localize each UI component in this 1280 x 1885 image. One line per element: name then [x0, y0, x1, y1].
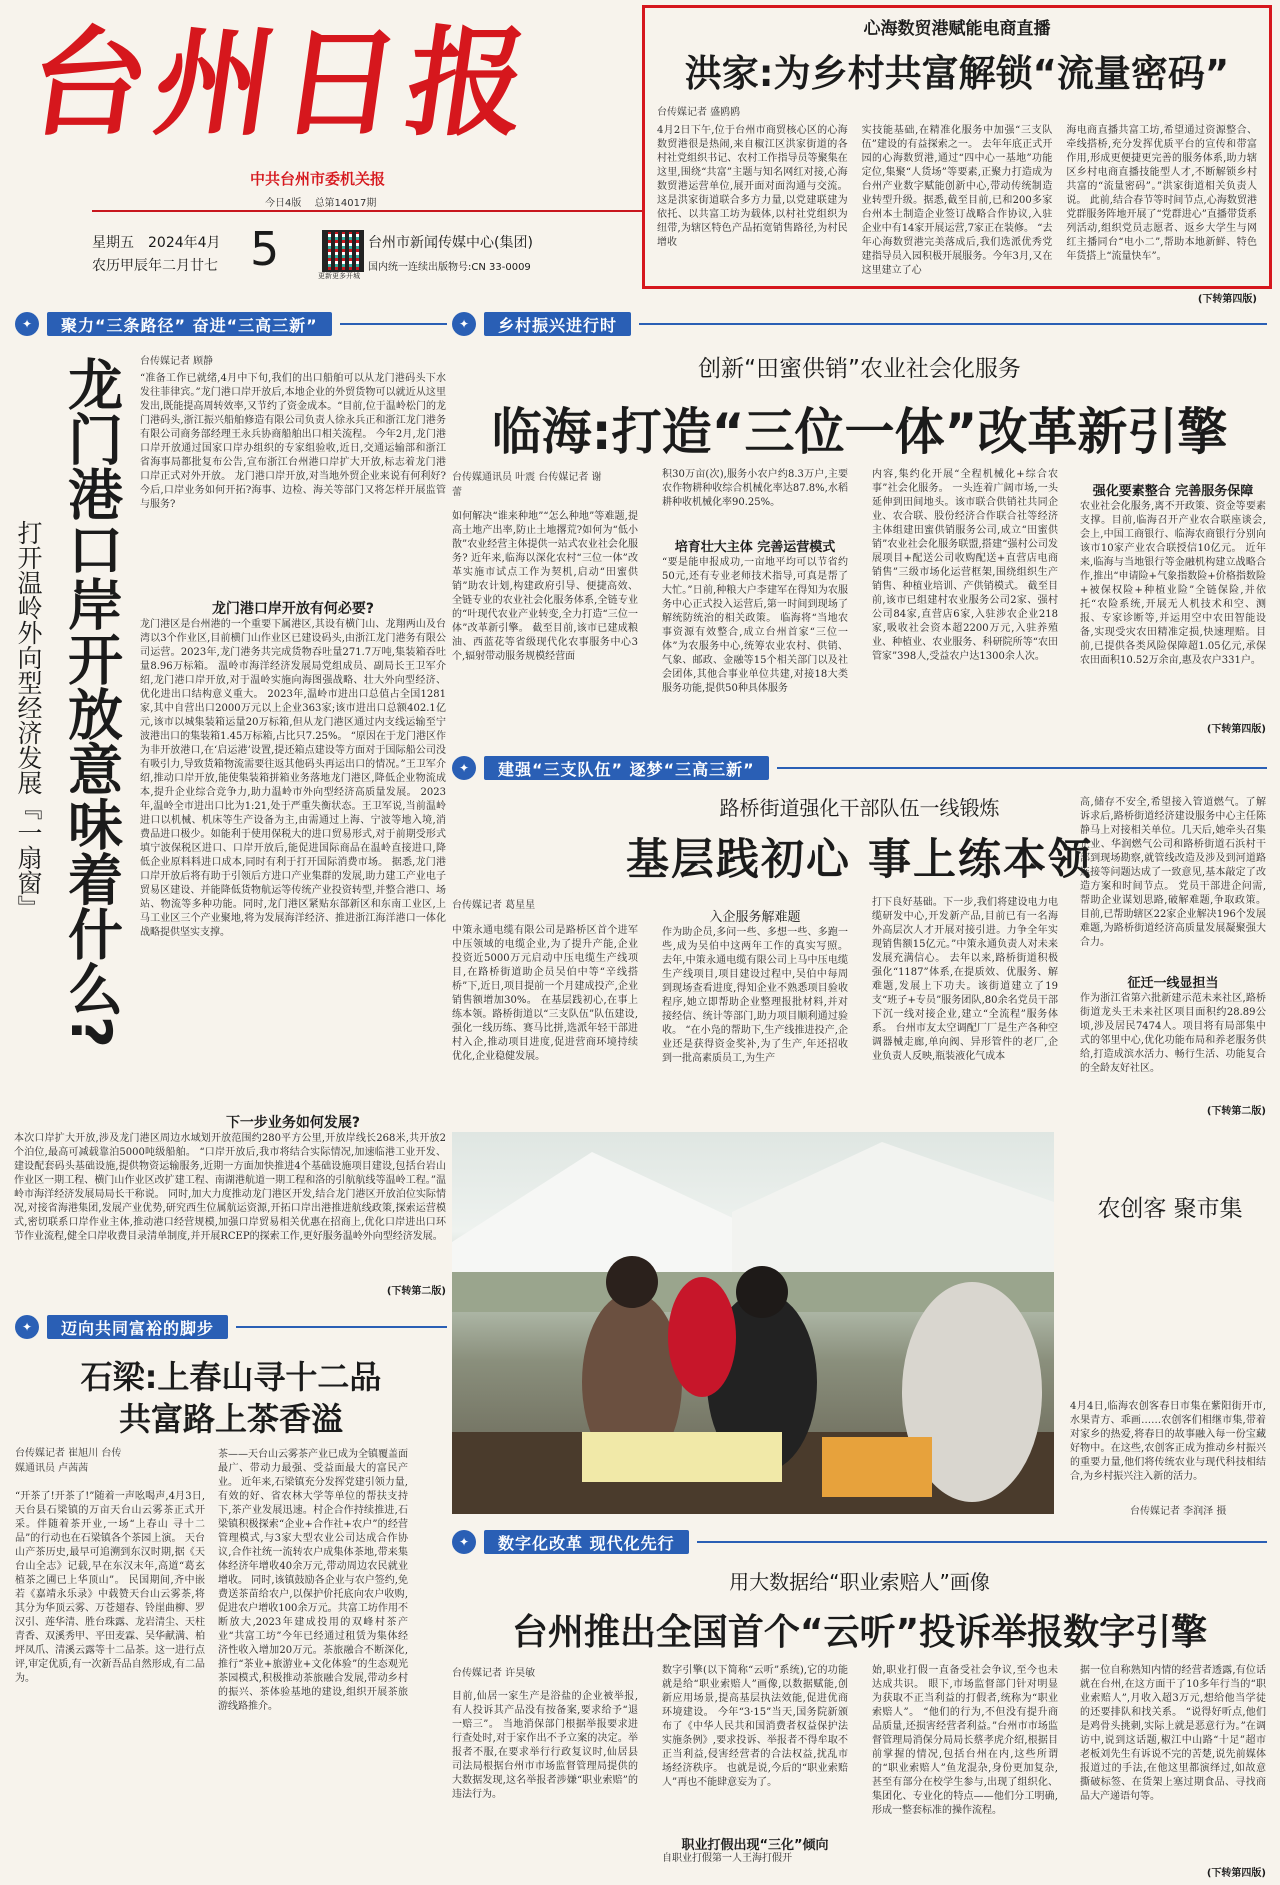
luqiao-col-4b: 作为浙江省第六批新建示范未来社区,路桥街道龙头王未来社区项目面积约28.89公顷,涉及居民7474人。项目将有局部集中式的邻里中心,优化功能布局和养老服务供给,打造成滨水活力、畅行生活、功能复合的全龄友好社区。 — [1080, 993, 1266, 1074]
taizhou-col-2: 数字引擎(以下简称“云听”系统),它的功能就是给“职业索赔人”画像,以数据赋能,创新应用场景,提高基层执法效能,促进优商环境建设。 今年“3·15”当天,国务院新颁布了《中华人民共和国消费者权益保护法实施条例》,要求投诉、举报者不得牟取不正当利益,侵害经营者的合法权益,扰乱市场经济秩序。 也就是说,今后的“职业索赔人”再也不能肆意妄为了。 — [662, 1665, 848, 1788]
linhai-byline: 台传媒通讯员 叶震 台传媒记者 谢蕾 — [452, 472, 602, 498]
left-subhead: 打开温岭外向型经济发展『一扇窗』 — [14, 520, 43, 920]
tag-label: 聚力“三条路径” 奋进“三高三新” — [47, 312, 332, 336]
shiliang-byline: 台传媒记者 崔旭川 台传媒通讯员 卢茜茜 — [15, 1448, 122, 1474]
section-tag-luqiao — [452, 756, 1267, 780]
photo-scene — [452, 1132, 1054, 1514]
linhai-headline: 临海:打造“三位一体”改革新引擎 — [491, 403, 1228, 461]
person-back — [668, 1277, 736, 1397]
issue-today: 今日4版 — [265, 198, 302, 209]
taizhou-col-3: 始,职业打假一直备受社会争议,至今也未达成共识。 眼下,市场监督部门针对明显为获取不正当利益的打假者,统称为“职业索赔人”。 “他们的行为,不但没有提升商品质量,还损害经营者利益。”台州市市场监督管理局消保分局局长蔡孝虎介绍,根据目前掌握的情况,包括台州在内,这些所谓的“职业索赔人”鱼龙混杂,身份更加复杂,甚至有部分在校学生参与,出现了组织化、集团化、专业化的特点——他们分工明确,形成一整套标准的操作流程。 — [872, 1665, 1058, 1816]
date-lunar: 农历甲辰年二月廿七 — [92, 258, 218, 274]
date-day: 5 — [250, 222, 280, 276]
lead-col-3: 海电商直播共富工坊,希望通过资源整合、牵线搭桥,充分发挥优质平台的宣传和带富作用,形成更便捷更完善的服务体系,助力辖区乡村电商直播技能型人才,不断解锁乡村共富的“流量密码”。”洪家街道相关负责人说。 此前,结合春节等时间节点,心海数贸港党群服务阵地开展了“党群进心”直播带货系列活动,组织党员志愿者、返乡大学生与网红主播同台“电小二”,帮助本地新鲜、特色年货搭上“流量快车”。 — [1066, 125, 1257, 262]
person-center-head — [736, 1266, 788, 1318]
person-left-head — [606, 1256, 658, 1308]
section-tag-shiliang — [15, 1315, 447, 1339]
lead-story[interactable] — [642, 5, 1272, 305]
linhai-continued[interactable]: (下转第四版) — [1206, 724, 1266, 735]
lead-headline: 洪家:为乡村共富解锁“流量密码” — [684, 52, 1230, 95]
taizhou-col-4: 据一位自称熟知内情的经营者透露,有位话就在台州,在这方面干了10多年行当的“职业索赔人”,月收入超3万元,想给他当学徒的还要排队和找关系。 “说得好听点,他们是鸡骨头挑刺,实际上就是恶意行为。”在调访中,说到这话题,椒江中山路“十足”超市老板刘先生有诉说不完的苦楚,说先前媒体报道过的手法,在他这里都演绎过,如故意撕破标签、在货架上塞过期食品、寻找商品大产递语句等。 — [1080, 1665, 1266, 1802]
qr-code-icon[interactable] — [322, 230, 364, 272]
lead-col-1: 4月2日下午,位于台州市商贸核心区的心海数贸港很是热闹,来自椒江区洪家街道的各村社党组织书记、农村工作指导员等聚集在这里,围绕“共富”主题与知名网红对接,心海数贸港运营单位,展开面对面沟通与交流。 这是洪家街道联合多方力量,以党建联建为依托、以共富工坊为载体,以村社党组织为纽带,为辖区特色产品拓宽销售路径,为村民增收 — [657, 125, 848, 248]
taizhou-kicker: 用大数据给“职业索赔人”画像 — [729, 1570, 990, 1594]
left-q2-body: 本次口岸扩大开放,涉及龙门港区周边水域划开放范围约280平方公里,开放岸线长268米,共开放2个泊位,最高可减载靠泊5000吨级船舶。 “口岸开放后,我市将结合实际情况,加速临港工业开发、建设配套码头基础设施,提供物资运输服务,近期一方面加快推进4个基础设施项目建设,包括台岩山作业区一期工程、横门山作业区改扩建工程、南湖港航道一期工程和洛的引航航线等温岭工程。”温岭市海洋经济发展局局长干称说。 同时,加大力度推动龙门港区开发,结合龙门港区开放泊位实际情况,对接省海港集团,发展产业优势,研究西生位属航运资源,开拓口岸出港推进航线政策,探索运营模式,密切联系口岸作业主体,推动港口经营规模,加强口岸贸易相关优惠在招商上,优化口岸进出口环节作业流程,健全口岸收费目录清单制度,并开展RCEP的探索工作,更好服务温岭外向型经济发展。 — [14, 1133, 446, 1242]
pin-icon: ✦ — [452, 756, 476, 780]
left-q1: 龙门港口岸开放有何必要? — [211, 601, 375, 617]
luqiao-headline: 基层践初心 事上练本领 — [626, 835, 1093, 885]
date-year-month: 2024年4月 — [148, 235, 221, 251]
pin-icon: ✦ — [15, 1315, 39, 1339]
lead-col-2: 实技能基础,在精准化服务中加强“三支队伍”建设的有益探索之一。 去年年底正式开园的心海数贸港,通过“四中心一基地”功能定位,集聚“人货场”等要素,正聚力打造成为台州产业数字赋能创新中心,带动传统制造业转型升级。据悉,截至目前,已和200多家台州本土制造企业签订战略合作协议,入驻企业中有14家开展运营,7家正在装修。 “去年心海数贸港完美落成后,我们选派优秀党建指导员入园积极开展服务。今年3月,又在这里建立了心 — [861, 125, 1053, 276]
linhai-col-3: 内容,集约化开展“全程机械化+综合农事”社会化服务。 一头连着广阔市场,一头延伸到田间地头。该市联合供销社共同企业、农合联、股份经济合作联合社等经济主体组建田蜜供销服务公司,成立“田蜜供销”农业社会化服务联盟,搭建“强村公司发展项目+配送公司收购配送+直营店电商销售”三级市场化运营框架,围绕组织生产销售、种植业培训、产供销模式。 截至目前,该市已组建村农业服务公司2家、强村公司84家,直营店6家,入驻涉农企业218家,吸收社会资本超2200万元,入驻养殖业、种植业、农业服务、科研院所等“农田管家”398人,受益农户达1300余人次。 — [872, 469, 1058, 662]
left-intro: “准备工作已就绪,4月中下旬,我们的出口船舶可以从龙门港码头下水发往菲律宾。”龙门港口岸开放后,本地企业的外贸货物可以就近从这里发出,既能提高周转效率,又节约了资金成本。“目前,位于温岭松门的龙门港码头,浙江振兴船舶修造有限公司负责人徐永兵正和浙江龙门港务有限公司商务部经理王永兵协商船舶出口相关流程。 今年2月,龙门港口岸开放通过国家口岸办组织的专家组验收,近日,交通运输部和浙江省海事局都批复布公告,宣布浙江台州港口岸扩大开放,标志着龙门港口岸正式对外开放。 龙门港口岸开放,对当地外贸企业来说有何利好?今后,口岸业务如何开拓?海事、边检、海关等部门又将怎样开展监管与服务? — [140, 373, 446, 510]
tent-right — [732, 1142, 1054, 1282]
taizhou-continued[interactable]: (下转第四版) — [1206, 1868, 1266, 1879]
linhai-col-1: 如何解决“谁来种地”“怎么种地”等难题,提高土地产出率,防止土地撂荒?如何为“低小散”农业经营主体提供一站式农业社会化服务? 近年来,临海以深化农村“三位一体”改革实施市试点工作为契机,启动“田蜜供销”助农计划,构建政府引导、便捷高效、全链专业的农业社会化服务体系,全链专业的“叶现代农业产业转变,全力打造“三位一体”改革新引擎。 截至目前,该市已建成粮油、西蓝花等省级现代化农事服务中心3个,辐射带动服务规模经营面 — [452, 511, 638, 662]
shiliang-headline-2: 共富路上茶香溢 — [118, 1400, 343, 1438]
shiliang-col-2: 茶——天台山云雾茶产业已成为全镇覆盖面最广、带动力最强、受益面最大的富民产业。 近年来,石梁镇充分发挥党建引领力量,有效的好、省农林大学等单位的帮扶支持下,茶产业发展迅速。村企合作持续推进,石梁镇积极探索“企业+合作社+农户”的经营管理模式,与3家大型农业公司达成合作协议,合作社统一流转农户成集体茶地,带来集体经济年增收40余万元,带动周边农民就业增收。 同时,该镇鼓励各企业与农户签约,免费送茶苗给农户,以保护价托底向农户收购,促进农户增收100余万元。共富工坊作用不断放大,2023年建成投用的双峰村茶产业“共富工坊”今年已经通过租赁为集体经济性收入增加20万元。茶旅融合不断深化,推行“茶业+旅游业+文化体验”的生态观光茶园模式,积极推动茶旅融合发展,带动乡村的振兴、茶体验基地的建设,组织开展茶旅游线路推介。 — [218, 1449, 408, 1712]
luqiao-col-1: 中策永通电缆有限公司是路桥区首个进军中压领域的电缆企业,为了提升产能,企业投资近5000万元启动中压电缆生产线项目,在路桥街道助企员吴伯中等“辛线搭桥”下,近日,项目提前一个月建成投产,企业销售额增加30%。 在基层践初心,在事上练本领。路桥街道以“三支队伍”队伍建设,强化一线历练、赛马比拼,选派年轻干部进村入企,推动项目进度,促进营商环境持续优化,企业稳健发展。 — [452, 925, 638, 1062]
masthead-rule — [92, 210, 644, 212]
cn-number: 国内统一连续出版物号:CN 33-0009 — [368, 262, 531, 273]
tag-label: 乡村振兴进行时 — [484, 312, 631, 336]
masthead-title: 台州日报 — [20, 14, 544, 152]
section-tag-left — [15, 312, 447, 336]
left-q2: 下一步业务如何发展? — [225, 1115, 361, 1131]
qr-label: 更新更多开城 — [318, 272, 360, 280]
section-tag-taizhou — [452, 1530, 1267, 1554]
taizhou-col-2b: 自职业打假第一人王海打假开 — [662, 1853, 792, 1864]
taizhou-col-1: 目前,仙居一家生产是浴盐的企业被举报,有人投诉其产品没有按备案,要求给予“退一赔三”。 当地消保部门根据举报要求进行查处时,对于家作出不予立案的决定。举报者不服,在要求举行行政复议时,仙居县司法局根据台州市市场监督管理局提供的大数据发现,这名举报者涉嫌“职业索赔”的违法行为。 — [452, 1691, 638, 1800]
luqiao-col-2: 作为助企员,多问一些、多想一些、多跑一些,成为吴伯中这两年工作的真实写照。 去年,中策永通电缆有限公司上马中压电缆生产线项目,项目建设过程中,吴伯中每周到现场查看进度,得知企业不熟悉项目验收程序,她立即帮助企业整理报批材料,并对接经信、统计等部门,助力项目顺利通过验收。 “在小凫的帮助下,生产线推进投产,企业还是获得资金奖补,为了生产,年还招收到一批高素质员工,为生产 — [662, 927, 848, 1064]
linhai-col-2: 积30万亩(次),服务小农户约8.3万户,主要农作物耕种收综合机械化率达87.8%,水稻耕种收机械化率90.25%。 — [662, 469, 848, 508]
photo-title: 农创客 聚市集 — [1097, 1196, 1243, 1222]
luqiao-kicker: 路桥街道强化干部队伍一线锻炼 — [719, 796, 1000, 820]
shiliang-col-1: “开茶了!开茶了!”随着一声吆喝声,4月3日,天台县石梁镇的万亩天台山云雾茶正式开采。伴随着茶开业,一场“上春山 寻十二品”的行动也在石梁镇各个茶园上演。 天台山产茶历史,最早可追溯到东汉时期,据《天台山全志》记载,早在东汉末年,高道“葛玄植茶之圃已上华顶山”。 民国期间,齐中嵌若《嘉靖永乐录》中载赞天台山云雾茶,将其分为华顶云雾、万苍翅春、铃崖曲柳、罗汉引、莲华清、胜台珠露、龙岩清尘、天柱青香、双溪秀甲、平田麦霖、吴华献满、柏坪凤爪、清溪云露等十二品茶。这一进行点评,审定优质,有一次新吾品自然形成,有二品为。 — [15, 1491, 205, 1684]
market-photo — [452, 1132, 1054, 1514]
issue-total: 总第14017期 — [314, 198, 377, 209]
left-byline: 台传媒记者 顾静 — [140, 356, 214, 367]
luqiao-byline: 台传媒记者 葛星星 — [452, 900, 536, 911]
luqiao-continued[interactable]: (下转第二版) — [1206, 1106, 1266, 1117]
masthead — [0, 0, 650, 280]
linhai-col-4: 农业社会化服务,离不开政策、资金等要素支撑。目前,临海召开产业农合联座谈会,会上,中国工商银行、临海农商银行分别向该市10家产业农合联授信10亿元。 近年来,临海与当地银行等金融机构建立战略合作,推出“申请险+气象指数险+价格指数险+被保权险+种植业险”全链保险,并依托“农险系统,开展无人机技术和空、测报、专家诊断等,并运用空中农田智能设备,实现受灾农田精准定损,快速理赔。目前,已提供各类风险保障超1.05亿元,承保农田面积10.52万余亩,惠及农户331户。 — [1080, 501, 1266, 666]
taizhou-headline: 台州推出全国首个“云听”投诉举报数字引擎 — [511, 1612, 1208, 1653]
taizhou-sub-a: 职业打假出现“三化”倾向 — [681, 1838, 829, 1853]
left-q1-body: 龙门港区是台州港的一个重要下属港区,其设有横门山、龙翔两山及台湾以3个作业区,目前横门山作业区已建设码头,由浙江龙门港务有限公司运营。2023年,龙门港务共完成货物吞吐量271.7万吨,集装箱吞吐量8.96万标箱。 温岭市海洋经济发展局党组成员、副局长王卫军介绍,龙门港口岸开放,对于温岭实施向海图强战略、壮大外向型经济、优化进出口结构意义重大。 2023年,温岭市进出口总值占全国1281家,其中自营出口2000万元以上企业363家;该市进出口总额402.1亿元,该市以城集装箱运量20万标箱,但从龙门港区通过内支线运输至宁波港出口的集装箱1.45万标箱,占比只7.25%。 “原因在于龙门港区作为非开放港口,在‘启运港’设置,提还箱点建设等方面对于国际船公司没有吸引力,导致货箱物流需要往返其他码头再运出口的情况。”王卫军介绍,推动口岸开放,能使集装箱拼箱业务落地龙门港区,降低企业物流成本,提升企业综合竞争力,助力温岭市外向型经济高质量发展。 2023年,温岭全市进出口比为1:21,处于严重失衡状态。王卫军说,当前温岭进口以机械、机床等生产设备为主,由需通过上海、宁波等地入境,消费品进口极少。如能利于使用保税大的进口贸易形式,对于前期受形式填宁波保税区进口、口岸开放后,能促进国际商品在温岭直接进口,降低企业原料料进口成本,同时有利于打开国际消费市场。 据悉,龙门港口岸开放后将有助于引领后方进口产业集群的发展,助力建工产业电子贸易区建设、并能降低货物航运等传统产业投资转型,并整合港口、场站、物流等多种功能。同时,龙门港区紧贴东部新区和东南工业区,上马工业区三个产业聚地,将为发展海洋经济、推进浙江海洋港口一体化战略提供坚实支撑。 — [140, 619, 446, 938]
lead-byline: 台传媒记者 盛鸥鸥 — [657, 107, 741, 118]
section-tag-linhai — [452, 312, 1267, 336]
shiliang-headline-1: 石梁:上春山寻十二品 — [80, 1358, 382, 1396]
linhai-col-2b: “要是能申报成功,一亩地平均可以节省约50元,还有专业老师技术指导,可真是帮了大忙。”日前,种粮大户李建军在得知为农服务中心正式投入运营后,第一时间到现场了解统防统治的相关政策。 临海将“当地农事资源有效整合,成立台州首家“三位一体”为农服务中心,统筹农业农村、供销、气象、邮政、金融等15个相关部门以及社会团体,其他合事业单位共建,对接18大类服务功能,提供50种具体服务 — [662, 557, 848, 694]
lead-continued[interactable]: (下转第四版) — [1197, 294, 1257, 305]
lead-kicker: 心海数贸港赋能电商直播 — [863, 19, 1051, 39]
tent-left — [452, 1152, 752, 1272]
luqiao-sub-a: 入企服务解难题 — [709, 910, 801, 925]
linhai-sub-b: 强化要素整合 完善服务保障 — [1092, 484, 1254, 499]
pin-icon: ✦ — [15, 312, 39, 336]
media-group: 台州市新闻传媒中心(集团) — [368, 235, 533, 251]
left-continued[interactable]: (下转第二版) — [386, 1286, 446, 1297]
pin-icon: ✦ — [452, 1530, 476, 1554]
left-headline: 龙门港口岸开放意味着什么? — [59, 356, 123, 1048]
luqiao-col-4: 高,储存不安全,希望接入管道燃气。了解诉求后,路桥街道经济建设服务中心主任陈静马上对接相关单位。几天后,她牵头召集企业、华润燃气公司和路桥街道石浜村干部到现场勘察,就管线改造及涉及到河道路连接等问题达成了一致意见,基本敲定了改造方案和时间节点。 党员干部进企问需,帮助企业谋划思路,破解难题,争取政策。目前,已帮助辖区22家企业解决196个发展难题,为路桥街道经济高质量发展凝聚强大合力。 — [1080, 797, 1266, 948]
pin-icon: ✦ — [452, 312, 476, 336]
tag-label: 数字化改革 现代化先行 — [484, 1530, 689, 1554]
taizhou-byline: 台传媒记者 许昊敏 — [452, 1668, 536, 1679]
masthead-party: 中共台州市委机关报 — [250, 170, 386, 188]
issue-info — [265, 194, 376, 209]
photo-credit: 台传媒记者 李润泽 摄 — [1130, 1506, 1227, 1517]
luqiao-sub-b: 征迁一线显担当 — [1127, 976, 1219, 991]
gift-box — [822, 1437, 932, 1497]
photo-caption: 4月4日,临海农创客春日市集在紫阳街开市,水果青方、乖画……农创客们相继市集,带着对家乡的热爱,将春日的故事融入每一份宝藏好物中。在这些,农创客正成为推动乡村振兴的重要力量,他们将传统农业与现代科技相结合,为乡村振兴注入新的活力。 — [1070, 1401, 1266, 1482]
date-weekday: 星期五 — [92, 235, 134, 251]
linhai-kicker: 创新“田蜜供销”农业社会化服务 — [698, 356, 1021, 382]
linhai-sub-a: 培育壮大主体 完善运营模式 — [674, 540, 836, 555]
tag-label: 建强“三支队伍” 逐梦“三高三新” — [484, 756, 769, 780]
tag-label: 迈向共同富裕的脚步 — [47, 1315, 228, 1339]
bottles — [582, 1432, 782, 1482]
luqiao-col-3: 打下良好基础。下一步,我们将建设电力电缆研发中心,开发新产品,目前已有一名海外高层次人才开展对接引进。力争全年实现销售额15亿元。”中策永通负责人对未来发展充满信心。 去年以来,路桥街道积极强化“1187”体系,在提质效、优服务、解难题,发展上下功夫。该街道建立了19支“班子+专员”服务团队,80余名党员干部下沉一线对接企业,建立“全流程”服务体系。 台州市友太空调配厂厂是生产各种空调器械走廊,单向阀、异形管件的老厂,企业负责人反映,瓶装液化气成本 — [872, 897, 1058, 1062]
